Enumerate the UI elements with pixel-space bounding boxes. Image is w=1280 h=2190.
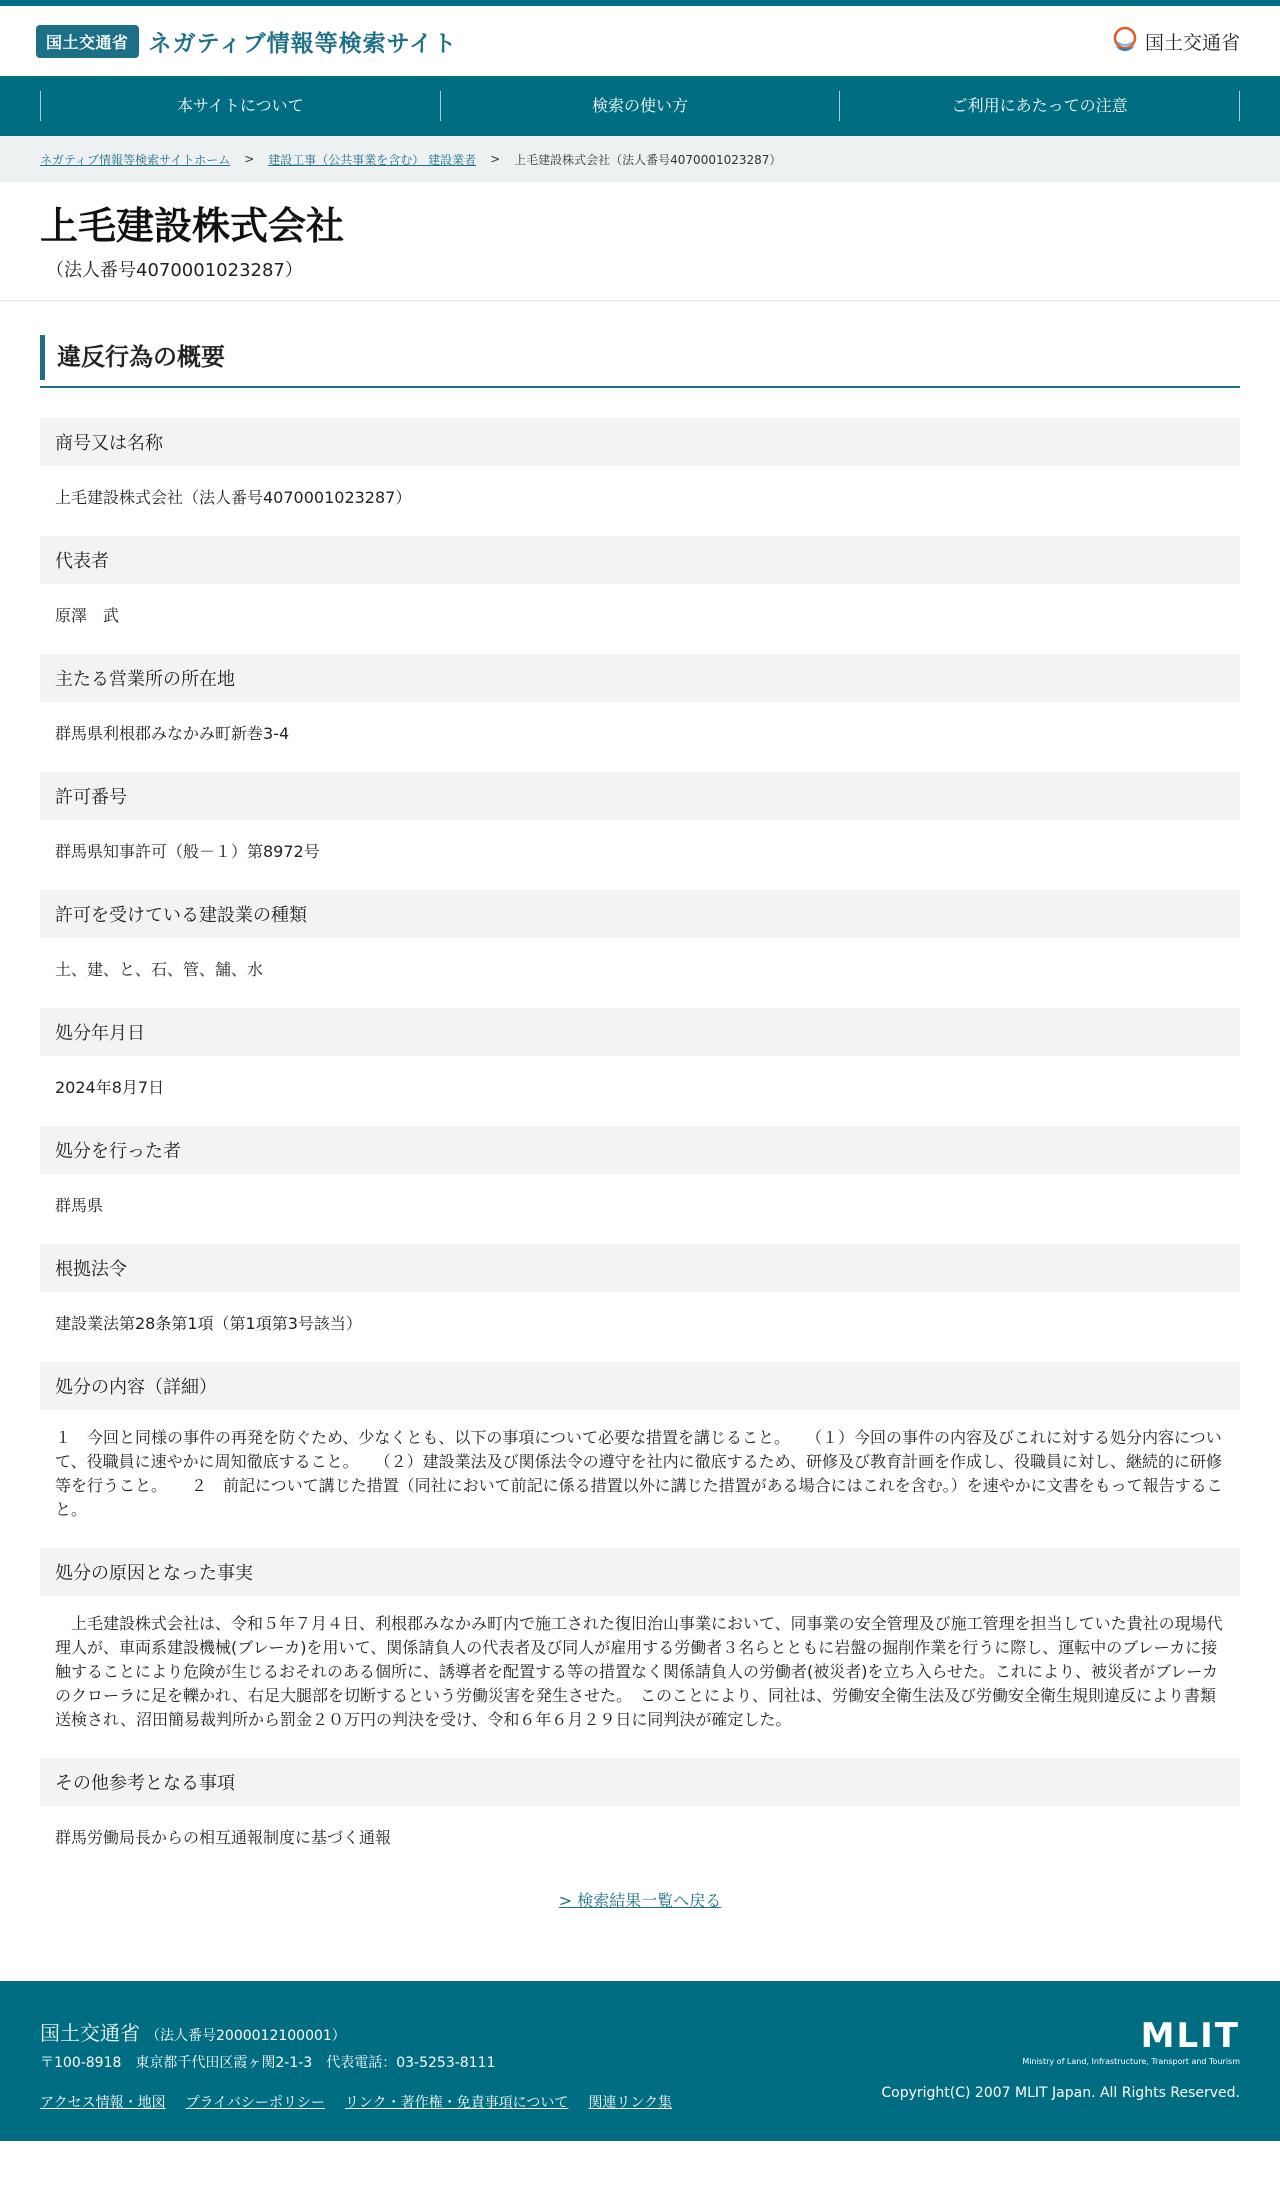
field-label: 処分を行った者	[40, 1126, 1240, 1174]
page-title: 上毛建設株式会社	[40, 204, 345, 248]
site-header	[0, 6, 1280, 76]
breadcrumb-separator: >	[244, 152, 255, 166]
field-label: 主たる営業所の所在地	[40, 654, 1240, 702]
field-label: 許可を受けている建設業の種類	[40, 890, 1240, 938]
back-link-area	[40, 1888, 1240, 1911]
breadcrumb	[0, 136, 1280, 182]
field-label: 処分の原因となった事実	[40, 1548, 1240, 1596]
field-value: 上毛建設株式会社（法人番号4070001023287）	[55, 487, 412, 507]
site-footer	[0, 1981, 1280, 2141]
field-value: 2024年8月7日	[55, 1077, 165, 1097]
nav-item-usage-notes[interactable]: ご利用にあたっての注意	[839, 91, 1240, 121]
ministry-logo[interactable]	[1111, 26, 1240, 56]
global-nav	[0, 76, 1280, 136]
copyright: Copyright(C) 2007 MLIT Japan. All Rights Reserved.	[881, 2084, 1240, 2101]
breadcrumb-home[interactable]: ネガティブ情報等検索サイトホーム	[40, 152, 231, 167]
field-license-number	[40, 772, 1240, 864]
field-value: 建設業法第28条第1項（第1項第3号該当）	[55, 1313, 362, 1333]
footer-link-copyright[interactable]: リンク・著作権・免責事項について	[344, 2094, 569, 2111]
field-cause-facts	[40, 1548, 1240, 1732]
field-label: 代表者	[40, 536, 1240, 584]
ministry-emblem-icon	[1111, 26, 1139, 56]
ministry-badge: 国土交通省	[36, 25, 139, 58]
field-label: 処分年月日	[40, 1008, 1240, 1056]
nav-item-how-to-search[interactable]: 検索の使い方	[440, 91, 840, 121]
footer-org-name: 国土交通省	[40, 2020, 140, 2045]
page-title-area	[0, 182, 1280, 301]
field-label: 商号又は名称	[40, 418, 1240, 466]
field-disposition-date	[40, 1008, 1240, 1100]
ministry-logo-text: 国土交通省	[1144, 31, 1240, 54]
field-main-office	[40, 654, 1240, 746]
mlit-logo[interactable]	[1022, 2015, 1240, 2066]
field-value: 群馬県	[55, 1195, 104, 1215]
field-business-types	[40, 890, 1240, 982]
field-label: 許可番号	[40, 772, 1240, 820]
field-value: 原澤 武	[55, 605, 120, 625]
field-trade-name	[40, 418, 1240, 510]
field-representative	[40, 536, 1240, 628]
footer-link-related[interactable]: 関連リンク集	[588, 2094, 673, 2111]
mlit-logo-mark: MLIT	[1140, 2015, 1240, 2056]
section-divider	[40, 386, 1240, 388]
footer-link-privacy[interactable]: プライバシーポリシー	[185, 2094, 325, 2111]
footer-address: 〒100-8918 東京都千代田区霞ヶ関2-1-3 代表電話：03-5253-8111	[40, 2054, 496, 2071]
corporate-number: （法人番号4070001023287）	[46, 259, 303, 281]
field-value: 群馬県知事許可（般－１）第8972号	[55, 841, 320, 861]
field-label: 処分の内容（詳細）	[40, 1362, 1240, 1410]
field-value: １ 今回と同様の事件の再発を防ぐため、少なくとも、以下の事項について必要な措置を講じること。 （１）今回の事件の内容及びこれに対する処分内容について、役職員に速やかに周知徹底すること。 （２）建設業法及び関係法令の遵守を社内に徹底するため、研修及び教育計画を作成し、役職員に対し、継続的に研修等を行うこと。 ２ 前記について講じた措置（同社において前記に係る措置以外に講じた措置がある場合にはこれを含む。）を速やかに文書をもって報告すること。	[55, 1427, 1223, 1519]
breadcrumb-current: 上毛建設株式会社（法人番号4070001023287）	[514, 152, 782, 167]
field-legal-basis	[40, 1244, 1240, 1336]
field-value: 上毛建設株式会社は、令和５年７月４日、利根郡みなかみ町内で施工された復旧治山事業において、同事業の安全管理及び施工管理を担当していた貴社の現場代理人が、車両系建設機械(ブレーカ)を用いて、関係請負人の代表者及び同人が雇用する労働者３名らとともに岩盤の掘削作業を行うに際し、運転中のブレーカに接触することにより危険が生じるおそれのある個所に、誘導者を配置する等の措置なく関係請負人の労働者(被災者)を立ち入らせた。これにより、被災者がブレーカのクローラに足を轢かれ、右足大腿部を切断するという労働災害を発生させた。 このことにより、同社は、労働安全衛生法及び労働安全衛生規則違反により書類送検され、沼田簡易裁判所から罰金２０万円の判決を受け、令和６年６月２９日に同判決が確定した。	[55, 1613, 1223, 1729]
field-disposition-details	[40, 1362, 1240, 1522]
main-content	[0, 301, 1280, 1981]
breadcrumb-category[interactable]: 建設工事（公共事業を含む） 建設業者	[268, 152, 477, 167]
field-value: 群馬県利根郡みなかみ町新巻3-4	[55, 723, 290, 743]
site-title[interactable]: ネガティブ情報等検索サイト	[148, 30, 458, 57]
breadcrumb-separator: >	[490, 152, 501, 166]
mlit-logo-subtitle: Ministry of Land, Infrastructure, Transport and Tourism	[1022, 2056, 1240, 2066]
field-value: 群馬労働局長からの相互通報制度に基づく通報	[55, 1827, 392, 1847]
field-label: 根拠法令	[40, 1244, 1240, 1292]
section-heading: 違反行為の概要	[40, 335, 1240, 380]
field-label: その他参考となる事項	[40, 1758, 1240, 1806]
field-other-notes	[40, 1758, 1240, 1850]
footer-link-access[interactable]: アクセス情報・地図	[40, 2094, 166, 2111]
footer-org-number: （法人番号2000012100001）	[146, 2027, 346, 2044]
nav-item-about[interactable]: 本サイトについて	[40, 91, 440, 121]
field-disposing-authority	[40, 1126, 1240, 1218]
back-to-results-link[interactable]: > 検索結果一覧へ戻る	[558, 1890, 722, 1910]
field-value: 土、建、と、石、管、舗、水	[55, 959, 264, 979]
site-brand[interactable]	[36, 25, 457, 58]
